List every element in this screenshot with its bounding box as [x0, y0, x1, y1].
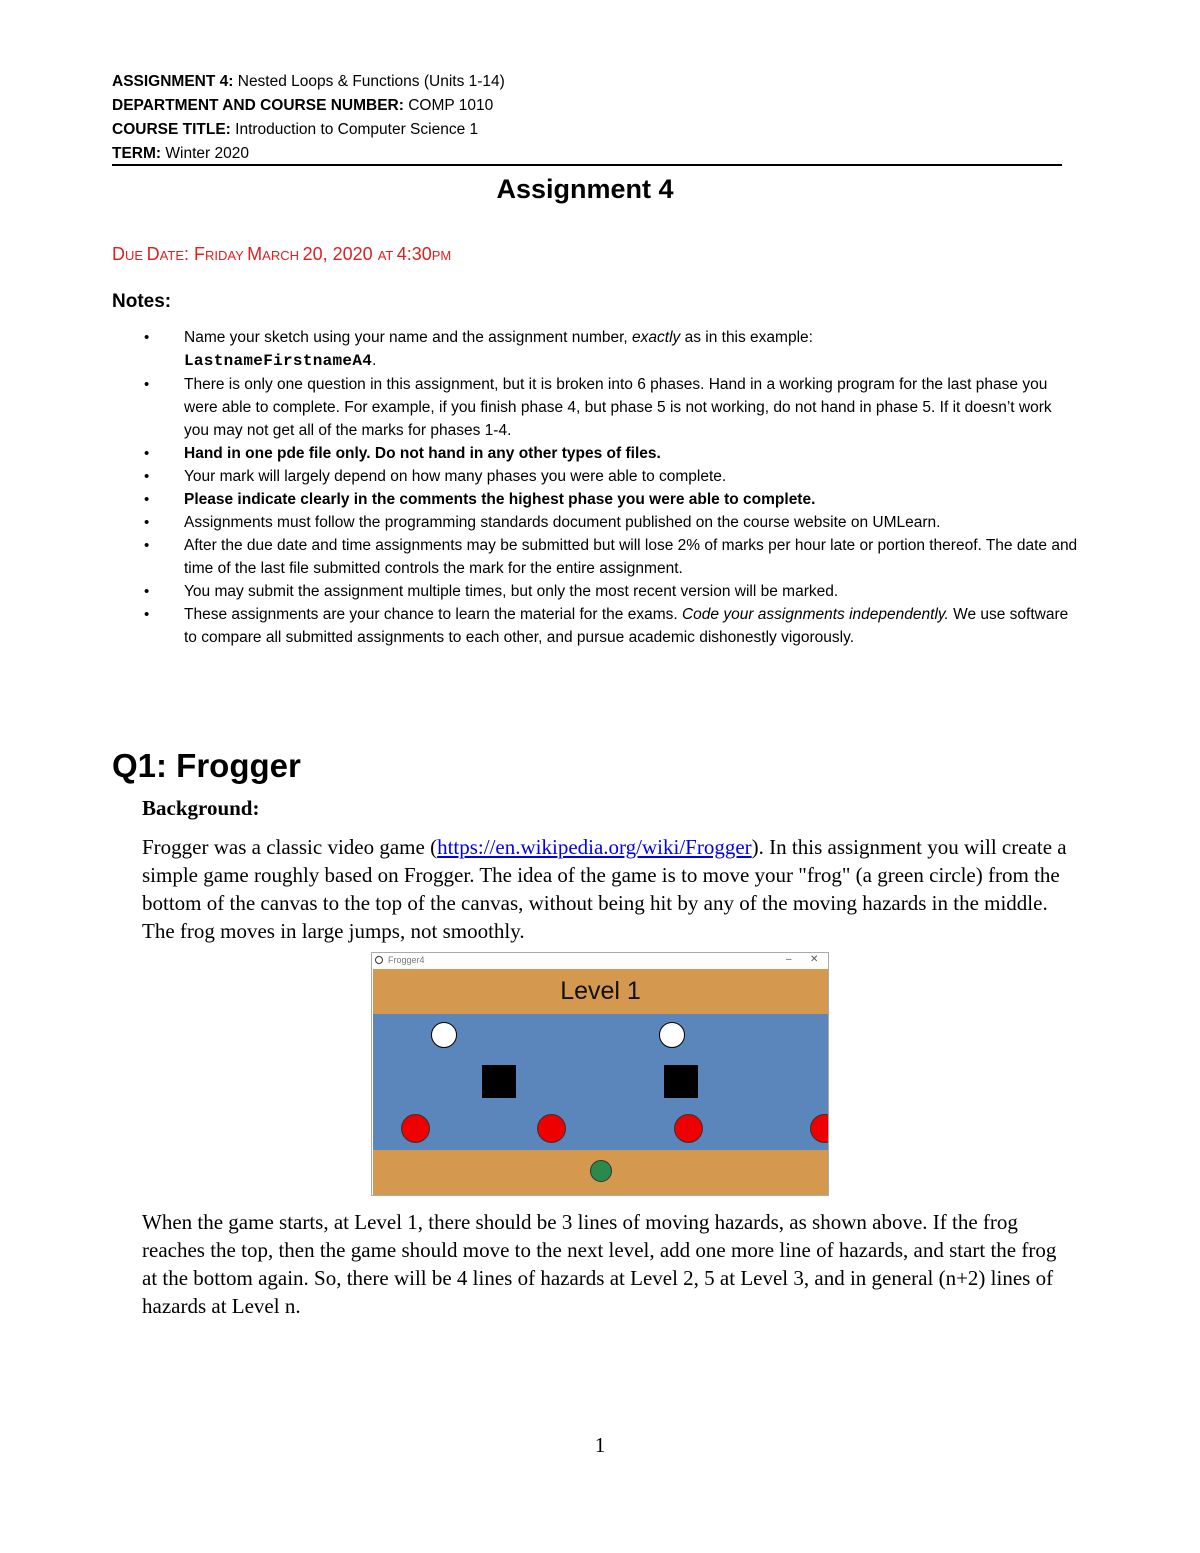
list-item: • Please indicate clearly in the comments the highest phase you were able to complete.: [140, 488, 1080, 511]
list-item: • There is only one question in this assignment, but it is broken into 6 phases. Hand in a working program for the last phase you were able to complete. For example, if you finish phase 4, but phase 5 is not working, do not hand in phase 5. If it doesn’t work you may not get all of the marks for phases 1-4.: [140, 373, 1080, 442]
list-item: • Assignments must follow the programming standards document published on the course website on UMLearn.: [140, 511, 1080, 534]
background-heading: Background:: [142, 796, 260, 820]
list-item: • After the due date and time assignments may be submitted but will lose 2% of marks per hour late or portion thereof. The date and time of the last file submitted controls the mark for the entire assignment.: [140, 534, 1080, 580]
frogger-wikipedia-link[interactable]: https://en.wikipedia.org/wiki/Frogger: [437, 835, 752, 859]
bullet-icon: •: [144, 537, 150, 554]
page-title: Assignment 4: [496, 174, 674, 204]
bullet-icon: •: [144, 329, 150, 346]
levels-paragraph: When the game starts, at Level 1, there should be 3 lines of moving hazards, as shown above. If the frog reaches the top, then the game should move to the next level, add one more line of hazards, and start the frog at the bottom again. So, there will be 4 lines of hazards at Level 2, 5 at Level 3, and in general (n+2) lines of hazards at Level n.: [142, 1210, 1057, 1318]
frog: [590, 1160, 612, 1182]
level-label: Level 1: [560, 977, 641, 1005]
list-item: • Hand in one pde file only. Do not hand in any other types of files.: [140, 442, 1080, 465]
bullet-icon: •: [144, 514, 150, 531]
bullet-icon: •: [144, 491, 150, 508]
header-line-term: TERM: Winter 2020: [112, 145, 249, 162]
bullet-icon: •: [144, 468, 150, 485]
close-icon[interactable]: ✕: [810, 954, 819, 965]
hazard-white-circle: [659, 1022, 685, 1048]
minimize-icon[interactable]: –: [786, 954, 792, 965]
sketch-name-example: LastnameFirstnameA4: [184, 352, 373, 370]
hazard-black-square: [482, 1065, 516, 1098]
header-rule: [112, 164, 1062, 166]
hazard-red-circle: [674, 1114, 703, 1143]
background-paragraph: Frogger was a classic video game (https://en.wikipedia.org/wiki/Frogger). In this assignment you will create a simple game roughly based on Frogger. The idea of the game is to move your "frog" (a green circle) from the bottom of the canvas to the top of the canvas, without being hit by any of the moving hazards in the middle. The frog moves in large jumps, not smoothly.: [142, 835, 1067, 943]
hazard-black-square: [664, 1065, 698, 1098]
document-header: [112, 70, 1062, 166]
hazard-red-circle: [401, 1114, 430, 1143]
bullet-icon: •: [144, 606, 150, 623]
list-item: • Name your sketch using your name and the assignment number, exactly as in this example: LastnameFirstnameA4.: [140, 326, 1080, 373]
notes-list: [140, 326, 1080, 649]
hazard-white-circle: [431, 1022, 457, 1048]
game-window-titlebar: [372, 953, 828, 969]
game-canvas[interactable]: [373, 969, 828, 1195]
list-item: • Your mark will largely depend on how many phases you were able to complete.: [140, 465, 1080, 488]
due-date: DUE DATE: FRIDAY MARCH 20, 2020 AT 4:30PM: [112, 244, 452, 264]
question-heading: Q1: Frogger: [112, 747, 301, 784]
app-icon: [375, 956, 383, 964]
notes-heading: Notes:: [112, 291, 172, 312]
list-item: • You may submit the assignment multiple times, but only the most recent version will be marked.: [140, 580, 1080, 603]
hazard-red-circle: [537, 1114, 566, 1143]
page-number: 1: [594, 1433, 606, 1457]
game-window-title: Frogger4: [388, 955, 425, 965]
bullet-icon: •: [144, 445, 150, 462]
bullet-icon: •: [144, 583, 150, 600]
header-line-assignment: ASSIGNMENT 4: Nested Loops & Functions (Units 1-14): [112, 73, 505, 90]
frogger-screenshot: [371, 952, 829, 1196]
header-line-course-title: COURSE TITLE: Introduction to Computer Science 1: [112, 121, 479, 138]
list-item: • These assignments are your chance to learn the material for the exams. Code your assignments independently. We use software to compare all submitted assignments to each other, and pursue academic dishonestly vigorously.: [140, 603, 1080, 649]
bullet-icon: •: [144, 376, 150, 393]
header-line-department: DEPARTMENT AND COURSE NUMBER: COMP 1010: [112, 97, 494, 114]
